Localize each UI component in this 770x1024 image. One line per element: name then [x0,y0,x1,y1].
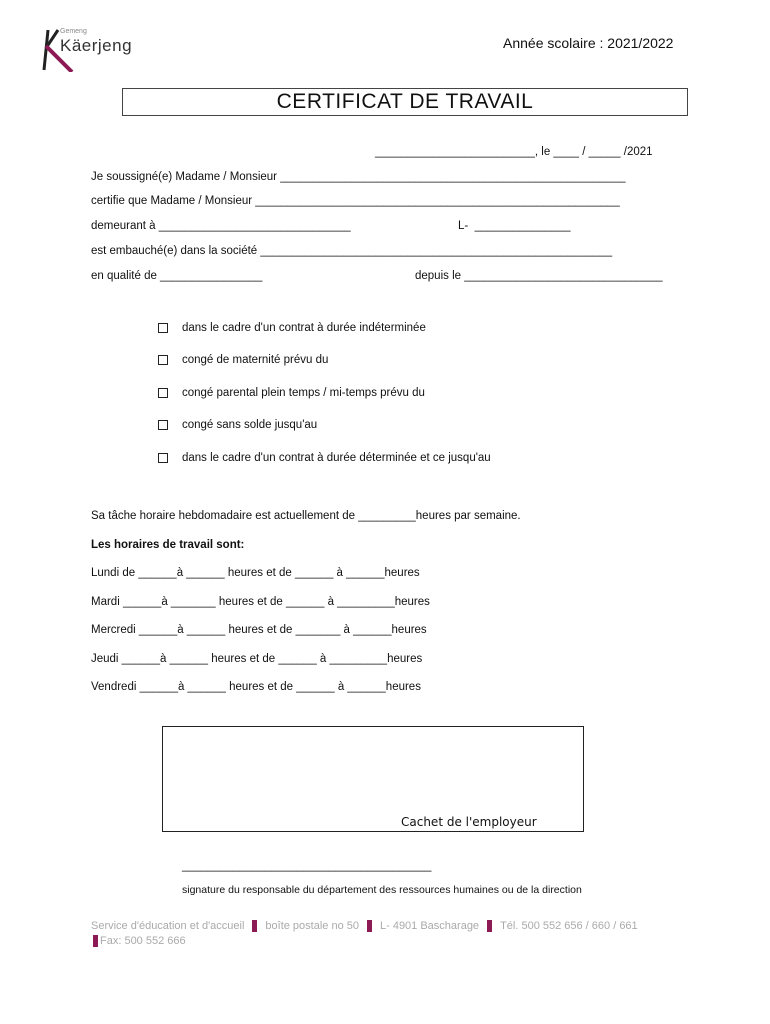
employer-stamp-box[interactable] [162,726,584,832]
checkbox-row-sans-solde[interactable] [158,419,317,431]
footer-phone: Tél. 500 552 656 / 660 / 661 [500,920,638,932]
checkbox-label: dans le cadre d'un contrat à durée déterminée et ce jusqu'au [182,452,491,464]
footer-service: Service d'éducation et d'accueil [91,920,245,932]
embauche-line[interactable]: est embauché(e) dans la société _______________________________________________________ [91,245,613,257]
weekly-hours-line[interactable]: Sa tâche horaire hebdomadaire est actuellement de _________heures par semaine. [91,510,521,522]
checkbox-row-cdi[interactable] [158,322,426,334]
footer-contact [91,920,638,932]
checkbox-row-maternite[interactable] [158,354,328,366]
date-line[interactable]: _________________________, le ____ / _____ /2021 [375,146,653,158]
separator-bar [93,935,98,947]
checkbox-row-cdd[interactable] [158,452,491,464]
qualite-line[interactable]: en qualité de ________________ [91,270,263,282]
soussigne-line[interactable]: Je soussigné(e) Madame / Monsieur ______________________________________________________ [91,171,626,183]
signature-line[interactable]: _______________________________________ [182,860,432,872]
postal-code-line[interactable]: L- _______________ [458,220,571,232]
schedule-tuesday[interactable]: Mardi ______à _______ heures et de ______ à _________heures [91,596,430,608]
schedule-thursday[interactable]: Jeudi ______à ______ heures et de ______ à _________heures [91,653,423,665]
separator-bar [367,920,372,932]
checkbox-label: congé sans solde jusqu'au [182,419,318,431]
document-title: CERTIFICAT DE TRAVAIL [122,88,688,116]
checkbox[interactable] [158,453,168,463]
logo-small-text: Gemeng [60,28,87,35]
footer-address: L- 4901 Bascharage [379,920,480,932]
stamp-label: Cachet de l'employeur [401,815,537,829]
depuis-line[interactable]: depuis le _______________________________ [415,270,663,282]
checkbox[interactable] [158,388,168,398]
footer-fax-row [91,935,186,947]
logo-text: Käerjeng [60,36,133,55]
demeurant-line[interactable]: demeurant à ______________________________ [91,220,351,232]
checkbox-label: dans le cadre d'un contrat à durée indéterminée [182,322,426,334]
separator-bar [252,920,257,932]
school-year: Année scolaire : 2021/2022 [503,35,674,51]
kaerjeng-logo [38,26,133,72]
checkbox-label: congé de maternité prévu du [182,354,329,366]
checkbox-row-parental[interactable] [158,387,425,399]
footer-po-box: boîte postale no 50 [265,920,359,932]
checkbox[interactable] [158,355,168,365]
checkbox-label: congé parental plein temps / mi-temps prévu du [182,387,425,399]
schedule-title: Les horaires de travail sont: [91,539,245,551]
schedule-monday[interactable]: Lundi de ______à ______ heures et de ______ à ______heures [91,567,420,579]
schedule-friday[interactable]: Vendredi ______à ______ heures et de ______ à ______heures [91,681,421,693]
schedule-wednesday[interactable]: Mercredi ______à ______ heures et de _______ à ______heures [91,624,427,636]
certifie-line[interactable]: certifie que Madame / Monsieur _________________________________________________________ [91,195,620,207]
signature-caption: signature du responsable du département des ressources humaines ou de la direction [182,884,582,896]
footer-fax: Fax: 500 552 666 [100,935,186,947]
separator-bar [487,920,492,932]
checkbox[interactable] [158,323,168,333]
checkbox[interactable] [158,420,168,430]
